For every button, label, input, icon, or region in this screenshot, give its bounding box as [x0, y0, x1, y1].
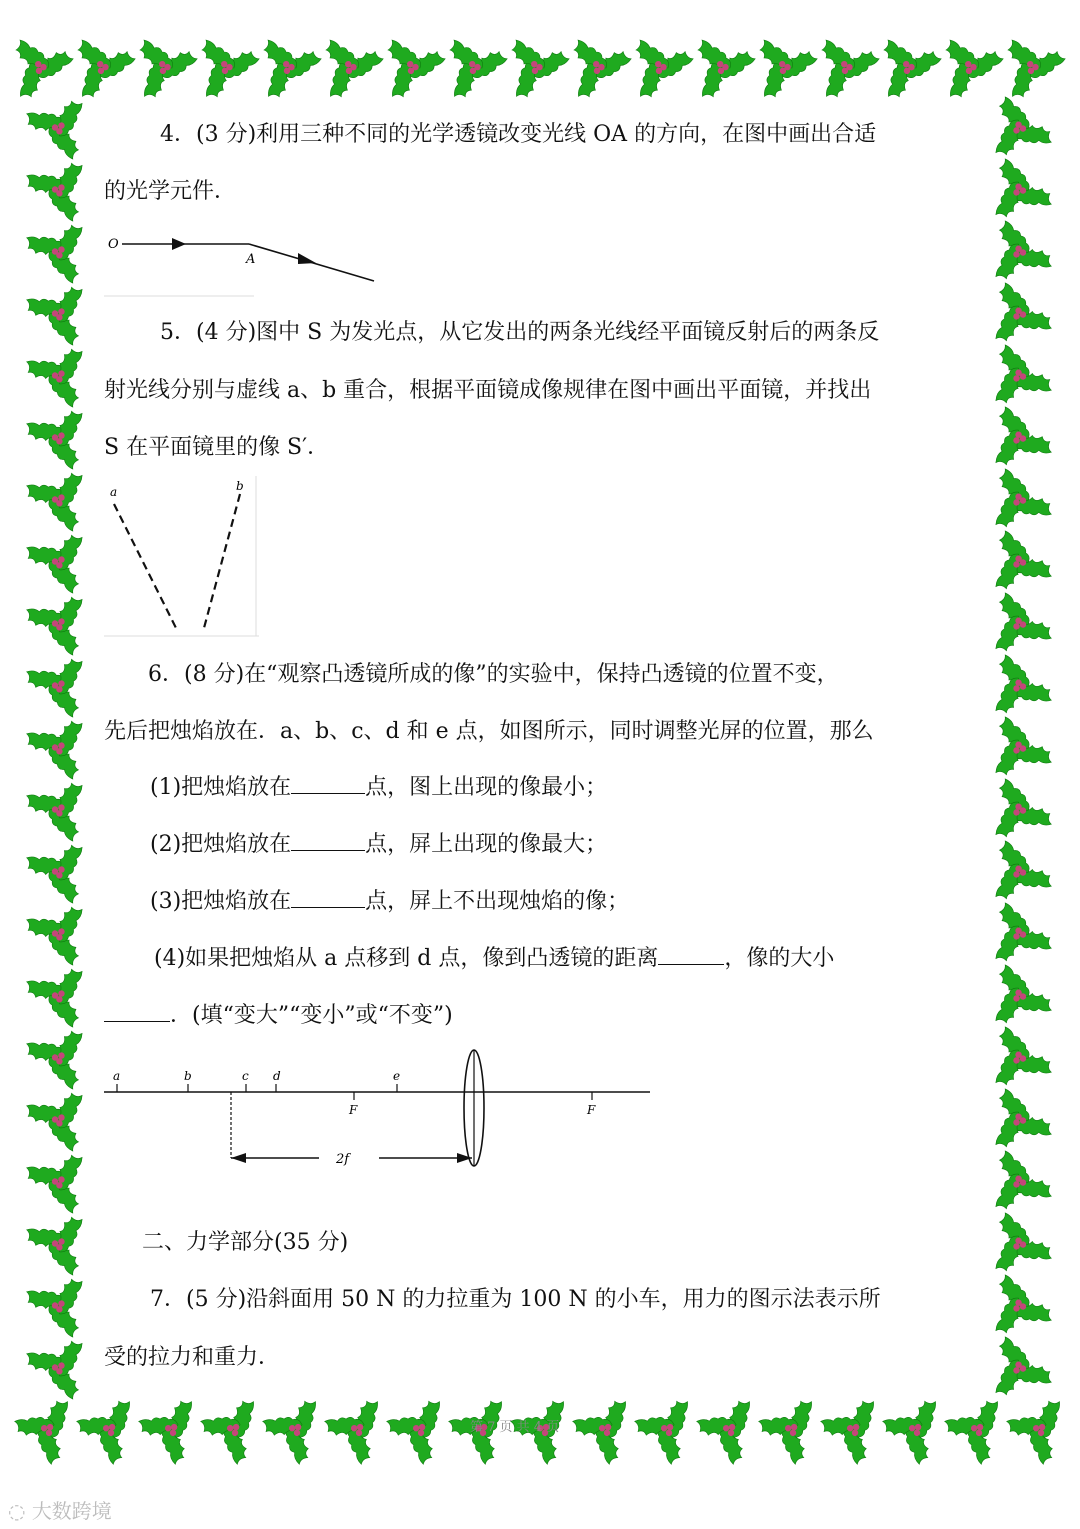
holly-sprig-icon: [986, 839, 1061, 910]
q5-line2: 射光线分别与虚线 a、b 重合，根据平面镜成像规律在图中画出平面镜，并找出: [104, 378, 872, 403]
page-footer: 第 7 页 共 4 页: [470, 1420, 560, 1435]
q6-line2: 先后把烛焰放在．a、b、c、d 和 e 点，如图所示，同时调整光屏的位置，那么: [104, 719, 874, 744]
q6-sub3: (3)把烛焰放在 点，屏上不出现烛焰的像；: [150, 889, 630, 914]
holly-sprig-icon: [17, 1206, 92, 1277]
answer-blank-3[interactable]: [291, 887, 365, 908]
holly-sprig-icon: [307, 30, 386, 112]
holly-sprig-icon: [617, 30, 696, 112]
holly-sprig-icon: [59, 30, 138, 112]
holly-sprig-icon: [17, 1020, 92, 1091]
holly-sprig-icon: [121, 30, 200, 112]
section2-heading: 二、力学部分(35 分): [142, 1230, 349, 1255]
holly-sprig-icon: [70, 1393, 149, 1475]
holly-sprig-icon: [679, 30, 758, 112]
q6-sub2: (2)把烛焰放在 点，屏上出现的像最大；: [150, 832, 608, 857]
holly-sprig-icon: [986, 219, 1061, 290]
holly-sprig-icon: [431, 30, 510, 112]
holly-sprig-icon: [17, 400, 92, 471]
holly-sprig-icon: [256, 1393, 335, 1475]
holly-sprig-icon: [814, 1393, 893, 1475]
holly-sprig-icon: [927, 30, 1006, 112]
holly-sprig-icon: [986, 157, 1061, 228]
q5-figure: [104, 476, 264, 638]
holly-sprig-icon: [986, 963, 1061, 1034]
holly-sprig-icon: [986, 653, 1061, 724]
label-b: b: [236, 479, 244, 493]
q4-figure: [104, 226, 384, 298]
answer-blank-5[interactable]: [104, 1001, 170, 1022]
dashed-line-a: [114, 504, 176, 628]
holly-sprig-icon: [628, 1393, 707, 1475]
holly-sprig-icon: [17, 152, 92, 223]
holly-sprig-icon: [8, 1393, 87, 1475]
holly-sprig-icon: [318, 1393, 397, 1475]
q7-line2: 受的拉力和重力．: [104, 1345, 281, 1370]
q7-line1: 7．(5 分)沿斜面用 50 N 的力拉重为 100 N 的小车，用力的图示法表示所: [150, 1287, 881, 1312]
q6-sub1: (1)把烛焰放在 点，图上出现的像最小；: [150, 775, 608, 800]
holly-sprig-icon: [986, 715, 1061, 786]
holly-sprig-icon: [986, 1211, 1061, 1282]
q4-line2: 的光学元件．: [104, 179, 237, 204]
holly-sprig-icon: [17, 586, 92, 657]
label-a: A: [246, 252, 256, 267]
holly-sprig-icon: [17, 1082, 92, 1153]
point-c: c: [242, 1069, 249, 1083]
q5-line1: 5．(4 分)图中 S 为发光点，从它发出的两条光线经平面镜反射后的两条反: [160, 320, 880, 345]
holly-sprig-icon: [17, 90, 92, 161]
holly-sprig-icon: [752, 1393, 831, 1475]
holly-sprig-icon: [986, 1025, 1061, 1096]
holly-sprig-icon: [17, 1330, 92, 1401]
holly-sprig-icon: [1000, 1393, 1079, 1475]
answer-blank-2[interactable]: [291, 830, 365, 851]
focus-right: F: [587, 1103, 596, 1117]
holly-sprig-icon: [986, 467, 1061, 538]
q6-figure: [104, 1046, 654, 1176]
holly-sprig-icon: [183, 30, 262, 112]
point-e: e: [393, 1069, 401, 1083]
holly-sprig-icon: [555, 30, 634, 112]
holly-sprig-icon: [986, 901, 1061, 972]
holly-sprig-icon: [17, 896, 92, 967]
q6-line1: 6．(8 分)在“观察凸透镜所成的像”的实验中，保持凸透镜的位置不变，: [148, 662, 839, 687]
holly-sprig-icon: [938, 1393, 1017, 1475]
holly-sprig-icon: [17, 524, 92, 595]
holly-sprig-icon: [17, 214, 92, 285]
answer-blank-4[interactable]: [658, 944, 724, 965]
holly-sprig-icon: [986, 281, 1061, 352]
holly-sprig-icon: [566, 1393, 645, 1475]
holly-sprig-icon: [690, 1393, 769, 1475]
holly-sprig-icon: [986, 777, 1061, 848]
holly-sprig-icon: [986, 95, 1061, 166]
holly-sprig-icon: [245, 30, 324, 112]
holly-sprig-icon: [17, 338, 92, 409]
holly-sprig-icon: [17, 710, 92, 781]
holly-sprig-icon: [132, 1393, 211, 1475]
holly-sprig-icon: [986, 529, 1061, 600]
q6-sub4: (4)如果把烛焰从 a 点移到 d 点，像到凸透镜的距离 ，像的大小: [154, 946, 835, 971]
holly-sprig-icon: [380, 1393, 459, 1475]
focus-left: F: [349, 1103, 358, 1117]
holly-sprig-icon: [0, 30, 76, 112]
holly-sprig-icon: [986, 343, 1061, 414]
q6-sub4-line2: ．(填“变大”“变小”或“不变”): [104, 1001, 453, 1031]
label-o: O: [108, 237, 119, 252]
holly-sprig-icon: [17, 772, 92, 843]
holly-sprig-icon: [17, 1268, 92, 1339]
dim-label: 2f: [336, 1152, 350, 1167]
holly-sprig-icon: [17, 834, 92, 905]
holly-sprig-icon: [741, 30, 820, 112]
holly-sprig-icon: [986, 405, 1061, 476]
label-a: a: [110, 485, 118, 499]
holly-sprig-icon: [986, 1087, 1061, 1158]
point-b: b: [184, 1069, 192, 1083]
q4-line1: 4．(3 分)利用三种不同的光学透镜改变光线 OA 的方向，在图中画出合适: [160, 122, 877, 147]
holly-sprig-icon: [986, 1273, 1061, 1344]
answer-blank-1[interactable]: [291, 773, 365, 794]
holly-sprig-icon: [986, 1149, 1061, 1220]
holly-sprig-icon: [989, 30, 1068, 112]
holly-sprig-icon: [369, 30, 448, 112]
dashed-line-b: [204, 494, 240, 628]
q5-line3: S 在平面镜里的像 S′．: [104, 435, 330, 460]
holly-sprig-icon: [17, 1144, 92, 1215]
holly-sprig-icon: [986, 591, 1061, 662]
holly-sprig-icon: [986, 1335, 1061, 1406]
holly-sprig-icon: [865, 30, 944, 112]
holly-sprig-icon: [17, 462, 92, 533]
arrow-oa-icon: [172, 238, 186, 250]
watermark: ◌ 大数跨境: [8, 1499, 112, 1523]
holly-sprig-icon: [803, 30, 882, 112]
watermark-logo-icon: ◌: [8, 1499, 26, 1523]
holly-sprig-icon: [17, 276, 92, 347]
holly-sprig-icon: [876, 1393, 955, 1475]
holly-sprig-icon: [17, 958, 92, 1029]
holly-sprig-icon: [493, 30, 572, 112]
arrow-refracted-icon: [298, 253, 316, 264]
holly-sprig-icon: [17, 648, 92, 719]
holly-sprig-icon: [194, 1393, 273, 1475]
point-d: d: [273, 1069, 281, 1083]
point-a: a: [113, 1069, 121, 1083]
